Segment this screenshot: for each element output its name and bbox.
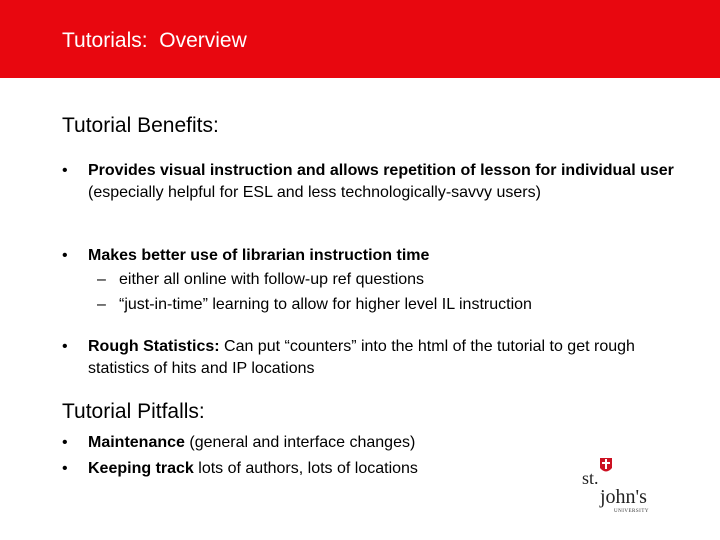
- benefit-bold: Rough Statistics:: [88, 338, 220, 355]
- header-bar: [0, 0, 720, 78]
- bullet-icon: •: [62, 434, 68, 451]
- dash-icon: –: [97, 271, 106, 288]
- slide-title: Tutorials: Overview: [62, 29, 247, 52]
- benefit-text: Can put “counters” into the html of the tutorial to get rough statistics of hits and IP locations: [88, 338, 635, 377]
- pitfall-text: lots of authors, lots of locations: [193, 460, 418, 477]
- benefit-item: [62, 160, 682, 204]
- benefit-bold: Makes better use of librarian instruction time: [88, 247, 430, 264]
- st-johns-logo: [580, 456, 660, 516]
- logo-line3: UNIVERSITY: [614, 509, 649, 514]
- pitfall-bold: Maintenance: [88, 434, 185, 451]
- pitfall-item: [62, 432, 682, 454]
- bullet-icon: •: [62, 162, 68, 179]
- dash-icon: –: [97, 296, 106, 313]
- pitfall-text: (general and interface changes): [184, 434, 416, 451]
- benefits-heading: Tutorial Benefits:: [62, 114, 219, 137]
- sub-item-text: either all online with follow-up ref questions: [119, 271, 425, 288]
- logo-line2: john's: [600, 486, 647, 508]
- sub-item: [97, 294, 532, 316]
- benefit-text: (especially helpful for ESL and less technologically-savvy users): [88, 184, 541, 201]
- pitfalls-heading: Tutorial Pitfalls:: [62, 400, 205, 423]
- sub-item-text: “just-in-time” learning to allow for higher level IL instruction: [119, 296, 532, 313]
- pitfall-bold: Keeping track: [88, 460, 194, 477]
- sub-item: [97, 269, 424, 291]
- bullet-icon: •: [62, 338, 68, 355]
- benefit-item: [62, 336, 682, 380]
- crest-icon: [600, 458, 612, 472]
- bullet-icon: •: [62, 247, 68, 264]
- bullet-icon: •: [62, 460, 68, 477]
- benefit-bold: Provides visual instruction and allows repetition of lesson for individual user: [88, 162, 674, 179]
- logo-line1: st.: [582, 468, 599, 488]
- benefit-item: [62, 245, 682, 267]
